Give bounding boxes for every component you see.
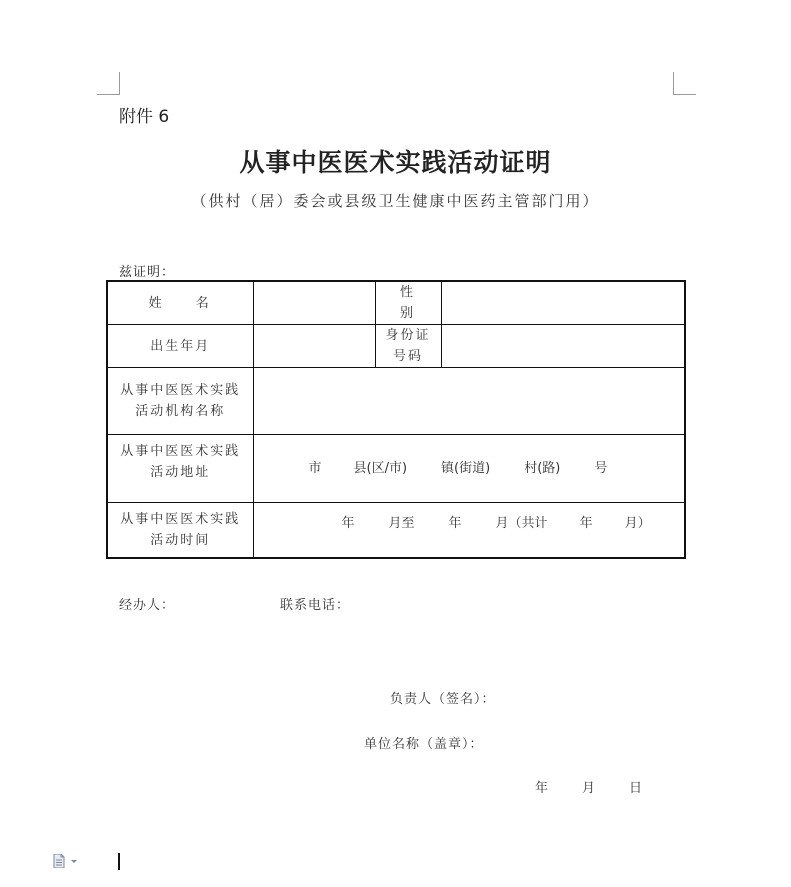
birth-value-cell[interactable] [253, 325, 375, 368]
birth-label: 出生年月 [107, 325, 253, 368]
gender-label: 性 别 [375, 281, 441, 325]
address-village: 村(路) [524, 461, 561, 476]
address-label: 从事中医医术实践活动地址 [107, 435, 253, 503]
certificate-form-table [106, 280, 686, 559]
name-value-cell[interactable] [253, 281, 375, 325]
document-icon[interactable] [53, 853, 79, 872]
address-value-cell[interactable] [253, 435, 685, 503]
address-city: 市 [308, 461, 322, 476]
org-value-cell[interactable] [253, 368, 685, 435]
time-value-cell[interactable] [253, 503, 685, 558]
unit-label: 单位名称（盖章）： [364, 737, 484, 752]
signer-label: 负责人（签名）： [390, 692, 496, 707]
intro-text: 兹证明： [119, 265, 176, 280]
name-label: 姓 名 [107, 281, 253, 325]
time-start-month: 月至 [388, 516, 415, 531]
date-month: 月 [582, 781, 597, 796]
date-year: 年 [535, 781, 550, 796]
time-start-year: 年 [341, 516, 355, 531]
id-label: 身份证号码 [375, 325, 441, 368]
text-cursor [118, 853, 120, 870]
page-corner-mark-left [97, 72, 120, 95]
handler-label: 经办人： [119, 598, 176, 613]
phone-label: 联系电话： [280, 598, 351, 613]
document-title: 从事中医医术实践活动证明 [239, 148, 552, 177]
time-label: 从事中医医术实践活动时间 [107, 503, 253, 558]
time-end-year: 年 [448, 516, 462, 531]
document-subtitle: （供村（居）委会或县级卫生健康中医药主管部门用） [191, 192, 600, 210]
page-corner-mark-right [673, 72, 696, 95]
address-town: 镇(街道) [441, 461, 491, 476]
address-county: 县(区/市) [353, 461, 408, 476]
date-line [535, 777, 643, 796]
address-number: 号 [594, 461, 608, 476]
id-value-cell[interactable] [441, 325, 685, 368]
time-total-months: 月） [624, 516, 651, 531]
attachment-number: 附件 6 [119, 107, 170, 127]
date-day: 日 [629, 781, 644, 796]
org-label: 从事中医医术实践活动机构名称 [107, 368, 253, 435]
gender-value-cell[interactable] [441, 281, 685, 325]
time-total-years: 年 [579, 516, 593, 531]
time-end-month: 月（共计 [495, 516, 548, 531]
